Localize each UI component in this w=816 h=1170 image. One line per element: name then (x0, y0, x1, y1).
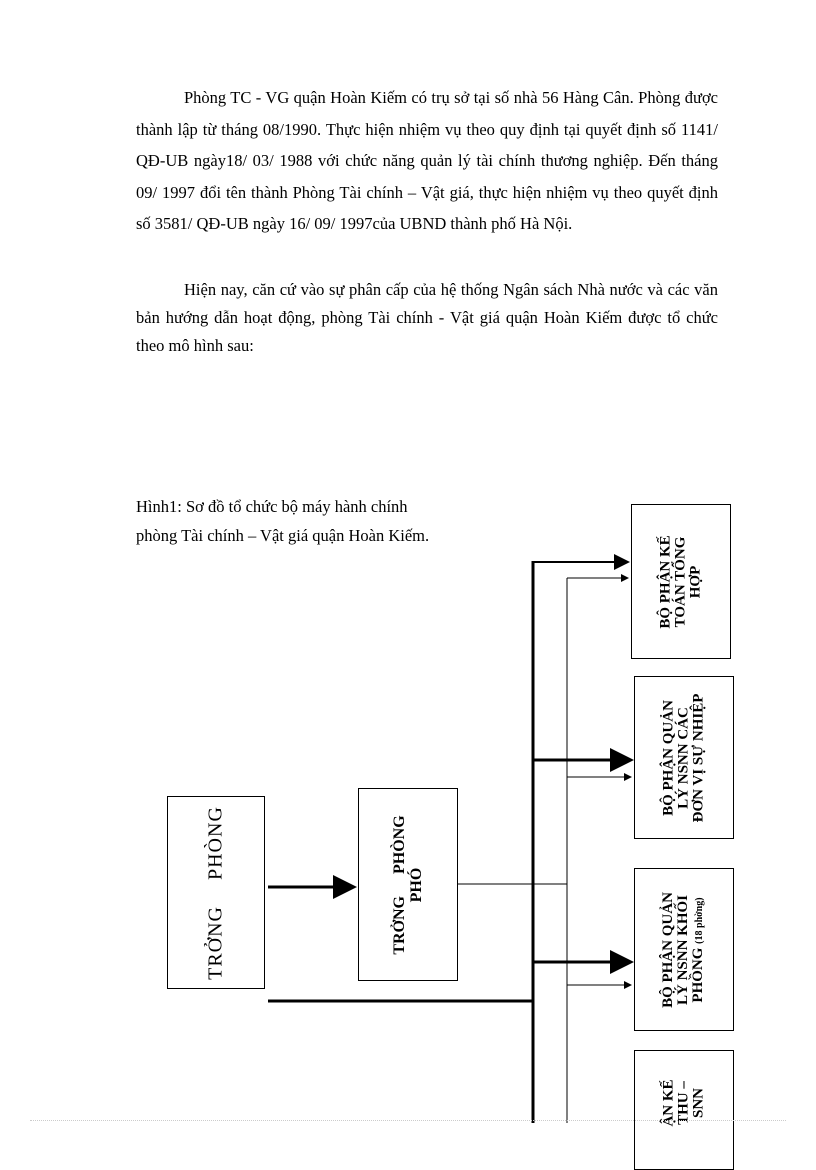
deputy-line-1: PHÓ (408, 867, 425, 902)
dept2-line-3: ĐƠN VỊ SỰ NHIỆP (690, 693, 707, 822)
head-of-office-label: TRỞNG PHÒNG (204, 805, 227, 980)
dept3-line-3-wrap (691, 892, 707, 1008)
page-bottom-rule (30, 1120, 786, 1121)
dept3-line-3: PHỒNG (690, 947, 706, 1003)
dept-wards-label (661, 892, 707, 1008)
head-of-office-box (167, 796, 265, 989)
caption-line-2: phòng Tài chính – Vật giá quận Hoàn Kiếm. (136, 526, 430, 545)
dept-accounting-label (659, 535, 704, 628)
dept2-line-2: LÝ NSNN CÁC (675, 706, 692, 809)
dept4-line-1: ẬN KẾ (660, 1079, 677, 1127)
deputy-head-label (391, 815, 425, 954)
dept3-line-1: BỘ PHẬN QUẢN (660, 891, 676, 1008)
dept4-line-2: THU – (675, 1081, 692, 1125)
dept-public-units-box (634, 676, 734, 839)
structure-paragraph: Hiện nay, căn cứ vào sự phân cấp của hệ thống Ngân sách Nhà nước và các văn bản hướng dẫn hoạt động, phòng Tài chính - Vật giá quận Hoàn Kiếm được tổ chức theo mô hình sau: (136, 280, 718, 355)
caption-line-1: Hình1: Sơ đồ tổ chức bộ máy hành chính (136, 497, 408, 516)
dept1-line-3: HỢP (687, 565, 704, 598)
dept1-line-1: BỘ PHẬN KẾ (657, 534, 674, 629)
intro-paragraph: Phòng TC - VG quận Hoàn Kiếm có trụ sở tại số nhà 56 Hàng Cân. Phòng được thành lập từ tháng 08/1990. Thực hiện nhiệm vụ theo quy định tại quyết định số 1141/ QĐ-UB ngày18/ 03/ 1988 với chức năng quản lý tài chính thương nghiệp. Đến tháng 09/ 1997 đổi tên thành Phòng Tài chính – Vật giá, thực hiện nhiệm vụ theo quyết định số 3581/ QĐ-UB ngày 16/ 09/ 1997của UBND thành phố Hà Nội. (136, 88, 718, 233)
deputy-head-box (358, 788, 458, 981)
dept3-note: (18 phờng) (694, 896, 705, 944)
dept-public-units-label (662, 693, 707, 822)
dept-budget-box (634, 1050, 734, 1170)
dept2-line-1: BỘ PHẬN QUẢN (660, 699, 677, 816)
dept1-line-2: TOÁN TỔNG (672, 536, 689, 627)
dept3-line-2: LÝ NSNN KHỐI (675, 894, 691, 1005)
deputy-line-2: TRỞNG PHÒNG (391, 814, 408, 955)
dept4-line-3: SNN (690, 1088, 707, 1119)
dept-wards-box (634, 868, 734, 1031)
dept-accounting-box (631, 504, 731, 659)
